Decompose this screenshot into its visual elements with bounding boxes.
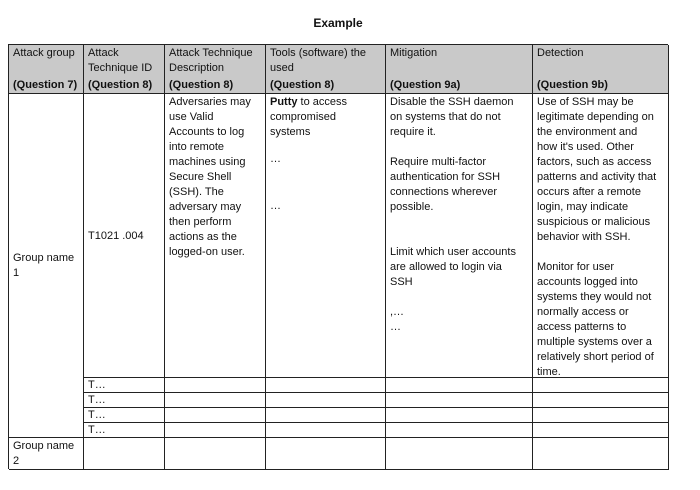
header-technique-description — [165, 45, 266, 94]
group-1-detection-cell — [533, 94, 669, 378]
detection-item: Use of SSH may be legitimate depending on the environment and how it's used. Other factors, such as access patterns and activity that occurs after a remote login, may indicate suspicious or malicious behavior with SSH. — [537, 96, 657, 243]
group-2-name-cell: Group name 2 — [9, 438, 84, 470]
detection-item: Monitor for user accounts logged into systems they would not normally access or access patterns to multiple systems over a relatively short period of time. — [537, 261, 654, 378]
technique-id: T1021 .004 — [88, 229, 144, 242]
empty-cell — [165, 393, 266, 408]
header-attack-group — [9, 45, 84, 94]
empty-cell — [533, 393, 669, 408]
empty-cell — [386, 423, 533, 438]
header-detection — [533, 45, 669, 94]
group-name: Group name 1 — [13, 252, 75, 279]
mitigation-item: Require multi-factor authentication for SSH connections wherever possible. — [390, 156, 501, 213]
tools-ellipsis: … — [270, 200, 281, 212]
empty-cell — [266, 438, 386, 470]
empty-cell — [533, 408, 669, 423]
header-tools — [266, 45, 386, 94]
header-technique-id — [84, 45, 165, 94]
empty-cell — [533, 423, 669, 438]
header-label: Attack Technique ID — [88, 47, 153, 74]
group-1-technique-id-cell — [84, 94, 165, 378]
attack-table — [8, 44, 668, 469]
empty-cell — [266, 393, 386, 408]
header-label: Detection — [537, 47, 584, 59]
mitigation-ellipsis: … — [390, 321, 401, 333]
header-question: (Question 9a) — [390, 79, 461, 91]
group-1-mitigation-cell — [386, 94, 533, 378]
technique-row-id: T… — [84, 408, 165, 423]
empty-cell — [386, 378, 533, 393]
mitigation-ellipsis: ,… — [390, 306, 405, 318]
technique-row-id: T… — [84, 378, 165, 393]
header-question: (Question 8) — [270, 79, 335, 91]
header-question: (Question 7) — [13, 79, 78, 91]
empty-cell — [165, 378, 266, 393]
header-label: Attack group — [13, 47, 75, 59]
empty-cell — [533, 378, 669, 393]
group-1-name-cell — [9, 94, 84, 438]
empty-cell — [386, 393, 533, 408]
empty-cell — [266, 378, 386, 393]
header-mitigation — [386, 45, 533, 94]
header-label: Attack Technique Description — [169, 47, 253, 74]
header-label: Tools (software) the used — [270, 47, 366, 74]
mitigation-item: Disable the SSH daemon on systems that do not require it. — [390, 96, 514, 138]
tools-ellipsis: … — [270, 153, 281, 165]
group-1-description-cell: Adversaries may use Valid Accounts to log into remote machines using Secure Shell (SSH). The adversary may then perform actions as the logged-on user. — [165, 94, 266, 378]
empty-cell — [165, 408, 266, 423]
header-question: (Question 8) — [169, 79, 234, 91]
technique-row-id: T… — [84, 393, 165, 408]
technique-row-id: T… — [84, 423, 165, 438]
empty-cell — [84, 438, 165, 470]
header-question: (Question 8) — [88, 79, 153, 91]
mitigation-item: Limit which user accounts are allowed to login via SSH — [390, 246, 516, 288]
empty-cell — [266, 408, 386, 423]
empty-cell — [165, 438, 266, 470]
group-1-tools-cell — [266, 94, 386, 378]
empty-cell — [266, 423, 386, 438]
empty-cell — [386, 408, 533, 423]
empty-cell — [165, 423, 266, 438]
tool-name: Putty — [270, 96, 298, 108]
tool-description: to access compromised systems — [270, 96, 348, 138]
page-title: Example — [313, 16, 363, 30]
header-label: Mitigation — [390, 47, 438, 59]
empty-cell — [386, 438, 533, 470]
header-question: (Question 9b) — [537, 79, 608, 91]
empty-cell — [533, 438, 669, 470]
